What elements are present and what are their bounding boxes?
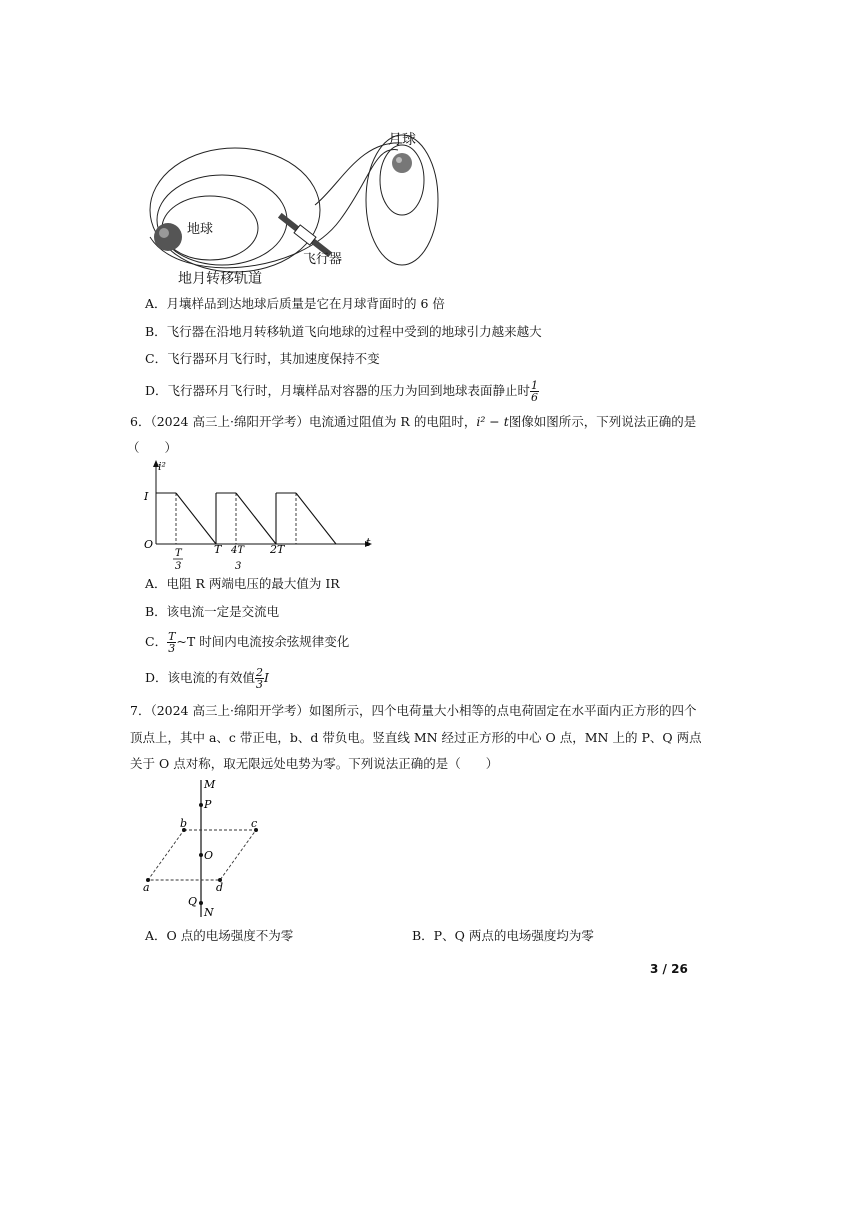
q6-stem-prefix: 6．（2024 高三上·绵阳开学考）电流通过阻值为 R 的电阻时，	[130, 414, 477, 429]
q7-label-q: Q	[188, 895, 198, 908]
q7-option-a: A．O 点的电场强度不为零	[145, 928, 294, 943]
q5-option-d	[145, 380, 539, 403]
q5-option-d-fraction: $\frac{1}{6}$	[531, 379, 539, 404]
q7-option-b: B．P、Q 两点的电场强度均为零	[412, 928, 594, 943]
q6-option-d	[145, 667, 269, 690]
q6-x-axis-label: t	[366, 536, 371, 549]
q5-option-d-text: D．飞行器环月飞行时，月壤样品对容器的压力为回到地球表面静止时	[145, 383, 531, 398]
q6-bracket: （ ）	[127, 440, 178, 455]
q5-option-a: A．月壤样品到达地球后质量是它在月球背面时的 6 倍	[145, 296, 445, 311]
q6-tick-t: T	[214, 543, 222, 556]
page-number: 3 / 26	[650, 962, 688, 976]
q6-level-label: I	[144, 490, 149, 503]
q7-stem-line3: 关于 O 点对称，取无限远处电势为零。下列说法正确的是（ ）	[130, 756, 499, 771]
q6-tick-t3-den: 3	[175, 561, 182, 572]
q6-option-c	[145, 631, 349, 654]
q6-tick-t3-num: T	[175, 548, 182, 559]
q7-label-m: M	[204, 778, 216, 791]
q6-wave-ramp	[296, 493, 336, 544]
q6-waveform	[156, 493, 336, 544]
moon-label: 月球	[388, 132, 416, 148]
q6-stem-suffix: 图像如图所示，下列说法正确的是	[508, 414, 697, 429]
q6-option-d-text: D．该电流的有效值	[145, 670, 256, 685]
q6-wave-ramp	[176, 493, 216, 544]
q6-origin-label: O	[144, 538, 154, 551]
q6-stem-math: i² − t	[476, 414, 509, 429]
q5-option-c: C．飞行器环月飞行时，其加速度保持不变	[145, 351, 380, 366]
orbit-label: 地月转移轨道	[178, 271, 262, 287]
q6-option-d-suffix: I	[264, 670, 269, 685]
craft-label: 飞行器	[303, 252, 343, 267]
orbit-figure	[140, 125, 450, 290]
q7-label-d: d	[216, 881, 224, 894]
q6-option-b: B．该电流一定是交流电	[145, 604, 280, 619]
q6-option-c-fraction: $\frac{T}{3}$	[168, 630, 176, 655]
q6-tick-2t: 2T	[270, 543, 285, 556]
q6-y-axis-label: i²	[158, 460, 166, 473]
q7-label-a: a	[143, 881, 150, 894]
q6-option-d-fraction: $\frac{2}{3}$	[256, 666, 264, 691]
q7-label-b: b	[180, 817, 188, 830]
q5-option-b: B．飞行器在沿地月转移轨道飞向地球的过程中受到的地球引力越来越大	[145, 324, 542, 339]
q7-stem-line2: 顶点上，其中 a、c 带正电，b、d 带负电。竖直线 MN 经过正方形的中心 O 点，MN 上的 P、Q 两点	[130, 730, 702, 745]
q7-stem-line1: 7．（2024 高三上·绵阳开学考）如图所示，四个电荷量大小相等的点电荷固定在水平面内正方形的四个	[130, 703, 697, 718]
q7-figure	[138, 775, 278, 920]
q7-label-p: P	[204, 798, 212, 811]
q7-label-n: N	[204, 906, 214, 919]
q6-tick-4t3-den: 3	[235, 561, 242, 572]
q6-stem	[130, 414, 696, 430]
q6-tick-4t3-num: 4T	[231, 545, 245, 556]
q6-option-c-prefix: C．	[145, 634, 168, 649]
q6-wave-ramp	[236, 493, 276, 544]
q7-label-c: c	[251, 817, 258, 830]
q7-label-o: O	[204, 849, 214, 862]
q6-option-c-text: ~T 时间内电流按余弦规律变化	[176, 634, 350, 649]
earth-label: 地球	[187, 222, 214, 237]
q6-option-a: A．电阻 R 两端电压的最大值为 IR	[145, 576, 340, 591]
q6-graph	[138, 458, 378, 573]
